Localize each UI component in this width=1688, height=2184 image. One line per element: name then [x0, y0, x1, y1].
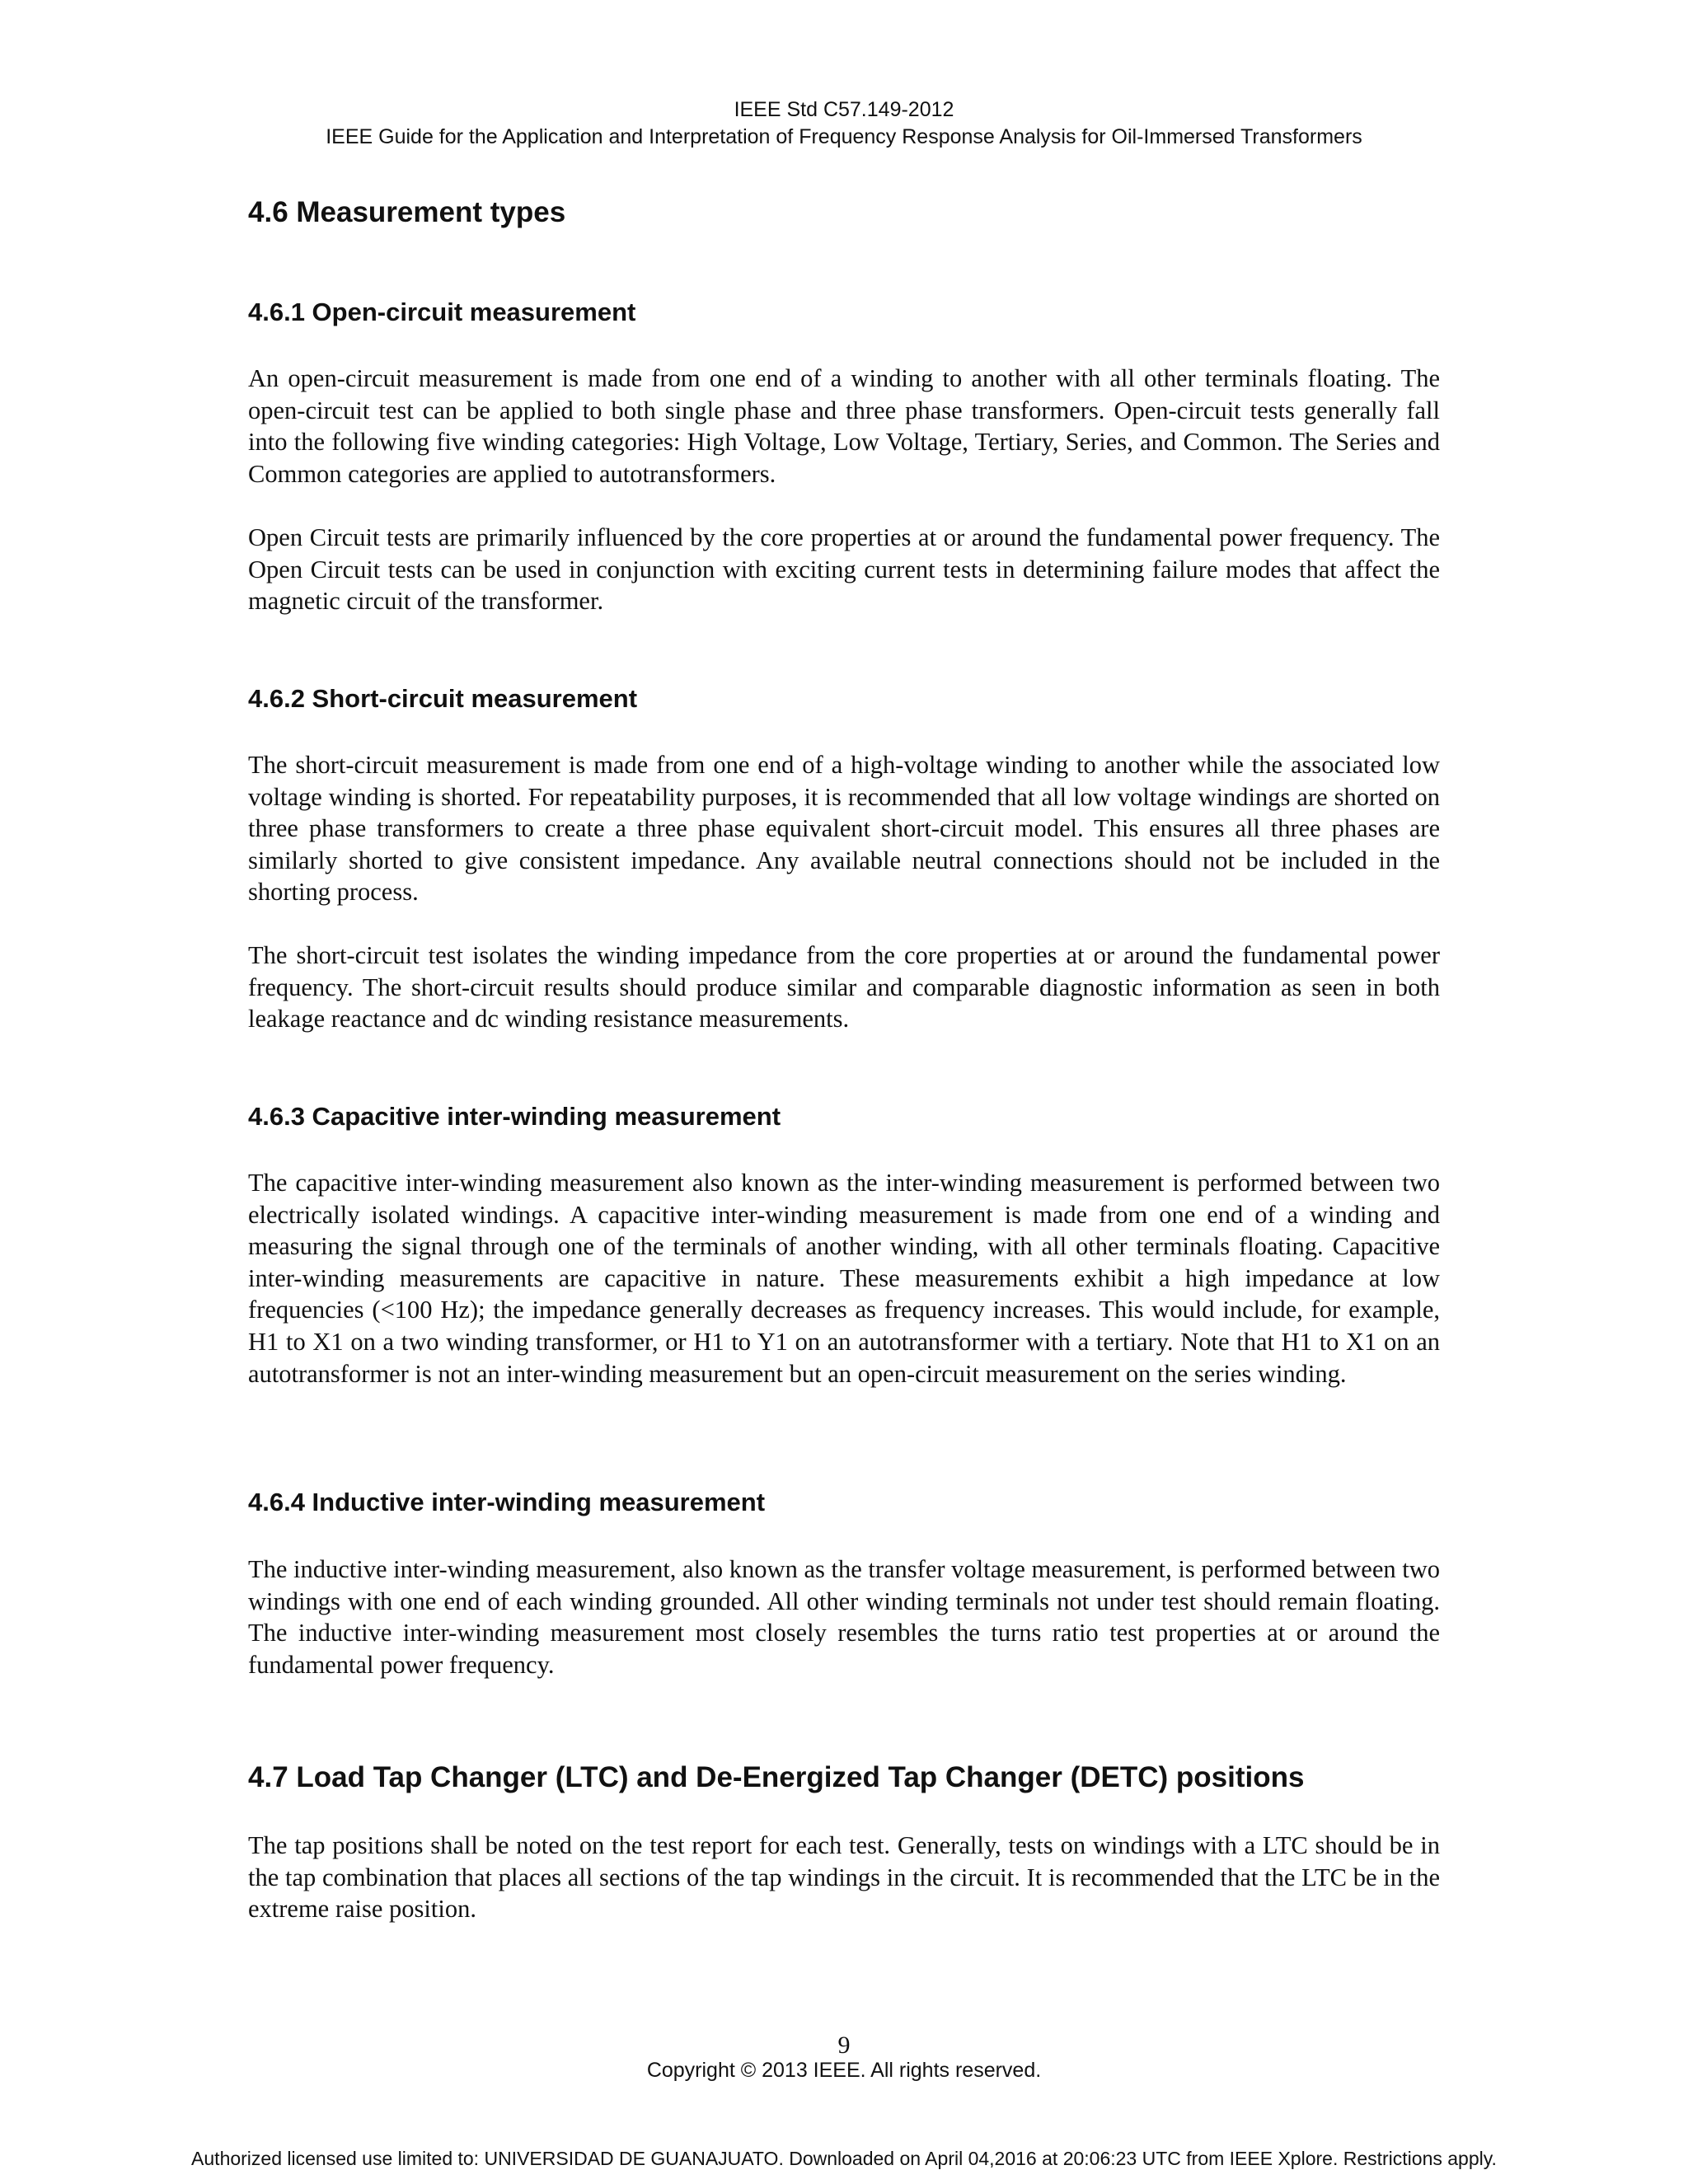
section-heading-4-6: 4.6 Measurement types [248, 196, 566, 228]
paragraph-4-7-a: The tap positions shall be noted on the test report for each test. Generally, tests on windings with a LTC should be in the tap combination that places all sections of the tap windings in the circuit. It is recommended that the LTC be in the extreme raise position. [248, 1831, 1440, 1924]
subsection-heading-4-6-4: 4.6.4 Inductive inter-winding measurement [248, 1488, 766, 1516]
paragraph-4-6-1-a: An open-circuit measurement is made from one end of a winding to another with all other terminals floating. The open-circuit test can be applied to both single phase and three phase transformers. Open-circuit tests generally fall into the following five winding categories: High Voltage, Low Voltage, Tertiary, Series, and Common. The Series and Common categories are applied to autotransformers. [248, 364, 1440, 488]
paragraph-4-6-3-a: The capacitive inter-winding measurement also known as the inter-winding measurement is performed between two electrically isolated windings. A capacitive inter-winding measurement is made from one end of a winding and measuring the signal through one of the terminals of another winding, with all other terminals floating. Capacitive inter-winding measurements are capacitive in nature. These measurements exhibit a high impedance at low frequencies (<100 Hz); the impedance generally decreases as frequency increases. This would include, for example, H1 to X1 on a two winding transformer, or H1 to Y1 on an autotransformer with a tertiary. Note that H1 to X1 on an autotransformer is not an inter-winding measurement but an open-circuit measurement on the series winding. [248, 1169, 1440, 1388]
paragraph-4-6-2-b: The short-circuit test isolates the winding impedance from the core properties at or around the fundamental power frequency. The short-circuit results should produce similar and comparable diagnostic information as seen in both leakage reactance and dc winding resistance measurements. [248, 941, 1440, 1033]
running-header-std-number: IEEE Std C57.149-2012 [734, 98, 954, 121]
license-restriction-note: Authorized licensed use limited to: UNIVERSIDAD DE GUANAJUATO. Downloaded on April 04,2016 at 20:06:23 UTC from IEEE Xplore. Restrictions apply. [191, 2148, 1497, 2169]
section-heading-4-7: 4.7 Load Tap Changer (LTC) and De-Energized Tap Changer (DETC) positions [248, 1761, 1305, 1793]
copyright-notice: Copyright © 2013 IEEE. All rights reserved. [646, 2059, 1042, 2082]
paragraph-4-6-1-b: Open Circuit tests are primarily influenced by the core properties at or around the fundamental power frequency. The Open Circuit tests can be used in conjunction with exciting current tests in determining failure modes that affect the magnetic circuit of the transformer. [248, 523, 1440, 616]
page-number: 9 [837, 2032, 851, 2059]
paragraph-4-6-4-a: The inductive inter-winding measurement, also known as the transfer voltage measurement, is performed between two windings with one end of each winding grounded. All other winding terminals not under test should remain floating. The inductive inter-winding measurement most closely resembles the turns ratio test properties at or around the fundamental power frequency. [248, 1555, 1440, 1679]
paragraph-4-6-2-a: The short-circuit measurement is made from one end of a high-voltage winding to another while the associated low voltage winding is shorted. For repeatability purposes, it is recommended that all low voltage windings are shorted on three phase transformers to create a three phase equivalent short-circuit model. This ensures all three phases are similarly shorted to give consistent impedance. Any available neutral connections should not be included in the shorting process. [248, 751, 1440, 907]
subsection-heading-4-6-2: 4.6.2 Short-circuit measurement [248, 684, 638, 713]
subsection-heading-4-6-1: 4.6.1 Open-circuit measurement [248, 298, 636, 326]
running-header-guide-title: IEEE Guide for the Application and Interpretation of Frequency Response Analysis for Oil-Immersed Transformers [326, 125, 1362, 148]
subsection-heading-4-6-3: 4.6.3 Capacitive inter-winding measurement [248, 1102, 781, 1131]
